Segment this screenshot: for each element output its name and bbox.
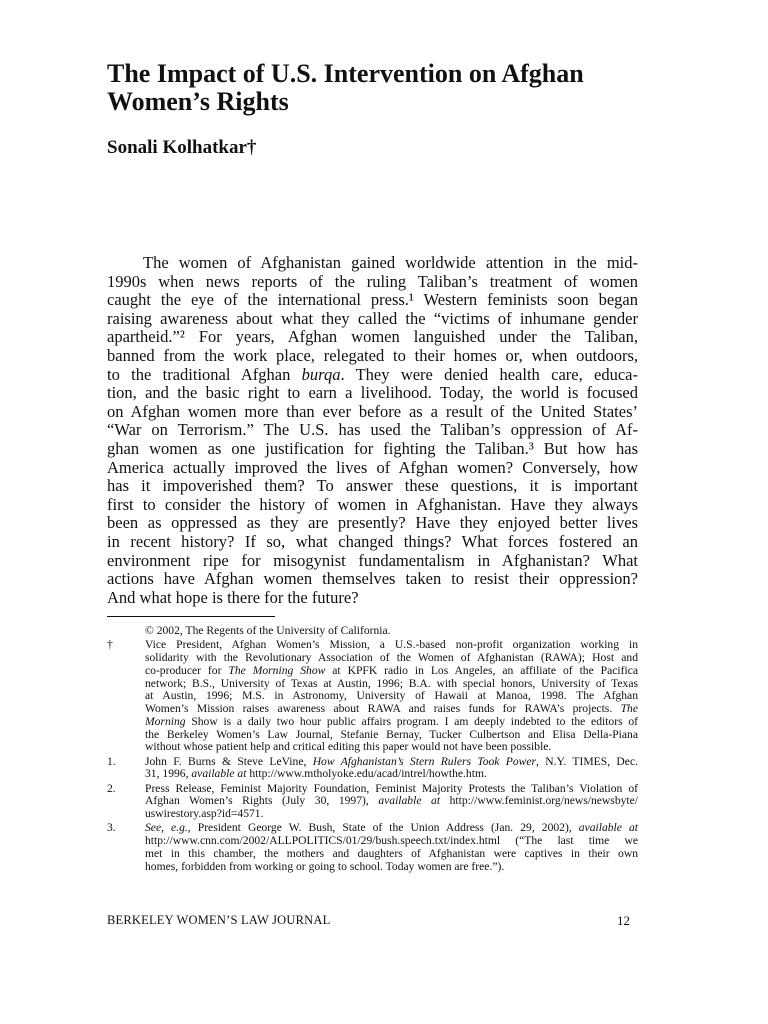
footer-page-number: 12 (617, 913, 630, 928)
footnote (107, 783, 638, 821)
body-line: ghan women as one justification for fighting the Taliban.³ But how has (107, 438, 638, 458)
body-line: The women of Afghanistan gained worldwide attention in the mid- (143, 253, 638, 272)
body-paragraph (107, 254, 638, 607)
body-line: has it impoverished them? To answer these questions, it is important (107, 476, 638, 496)
footnote-line: © 2002, The Regents of the University of California. (145, 624, 391, 637)
article-title (107, 60, 667, 116)
footnote-marker: † (107, 638, 113, 652)
body-line: banned from the work place, relegated to their homes or, when outdoors, (107, 345, 638, 365)
footnote (107, 822, 638, 873)
footnote-line: at Austin, 1996; M.S. in Astronomy, University of Hawaii at Manoa, 1998. The Afghan (145, 689, 638, 703)
footnote-line: solidarity with the Revolutionary Association of the Women of Afghanistan (RAWA); Host and (145, 651, 638, 664)
footnote-line: homes, forbidden from working or going to school. Today women are free.”). (145, 859, 505, 873)
footnote-line: network; B.S., University of Texas at Austin, 1996; B.A. with special honors, University of Texas (145, 676, 638, 690)
body-line: And what hope is there for the future? (107, 587, 359, 607)
body-line: apartheid.”² For years, Afghan women languished under the Taliban, (107, 327, 638, 347)
footnote-line: See, e.g., President George W. Bush, State of the Union Address (Jan. 29, 2002), available at (145, 821, 638, 835)
footnote-line: co-producer for The Morning Show at KPFK radio in Los Angeles, an affiliate of the Pacifica (145, 663, 638, 677)
body-line: America actually improved the lives of Afghan women? Conversely, how (107, 457, 638, 477)
body-line: to the traditional Afghan burqa. They were denied health care, educa- (107, 364, 638, 384)
footnote-line: Women’s Mission raises awareness about RAWA and raises funds for RAWA’s projects. The (145, 702, 638, 715)
article-title-line-1: The Impact of U.S. Intervention on Afghan (107, 59, 584, 88)
body-line: tion, and the basic right to earn a livelihood. Today, the world is focused (107, 383, 638, 403)
body-line: first to consider the history of women in Afghanistan. Have they always (107, 494, 638, 514)
footnote (107, 625, 638, 638)
footnote-line: http://www.cnn.com/2002/ALLPOLITICS/01/29/bush.speech.txt/index.html (“The last time we (145, 834, 638, 847)
footnote-separator (107, 616, 275, 617)
footer-journal-name: BERKELEY WOMEN’S LAW JOURNAL (107, 913, 331, 927)
body-line: on Afghan women more than ever before as a result of the United States’ (107, 401, 638, 421)
body-line: “War on Terrorism.” The U.S. has used the Taliban’s oppression of Af- (107, 420, 638, 440)
footnote-line: Vice President, Afghan Women’s Mission, a U.S.-based non-profit organization working in (145, 638, 638, 652)
article-title-line-2: Women’s Rights (107, 87, 289, 116)
footnotes (107, 625, 638, 875)
footnote-line: without whose patient help and critical editing this paper would not have been possible. (145, 740, 552, 754)
body-line: raising awareness about what they called the “victims of inhumane gender (107, 308, 638, 328)
body-line: environment ripe for misogynist fundamentalism in Afghanistan? What (107, 550, 638, 570)
body-line: been as oppressed as they are presently? Have they enjoyed better lives (107, 513, 638, 533)
footnote-line: 31, 1996, available at http://www.mtholyoke.edu/acad/intrel/howthe.htm. (145, 767, 487, 781)
footnote-line: the Berkeley Women’s Law Journal, Stefanie Bernay, Tucker Culbertson and Elisa Della-Piana (145, 727, 638, 741)
footnote (107, 639, 638, 754)
footnote-line: Press Release, Feminist Majority Foundation, Feminist Majority Protests the Taliban’s Violation of (145, 781, 638, 795)
body-line: 1990s when news reports of the ruling Taliban’s treatment of women (107, 271, 638, 291)
body-line: in recent history? If so, what changed things? What forces fostered an (107, 531, 638, 551)
footnote-line: Afghan Women’s Rights (July 30, 1997), available at http://www.feminist.org/news/newsbyte/ (145, 794, 639, 808)
footnote-line: uswirestory.asp?id=4571. (145, 807, 264, 820)
body-line: caught the eye of the international press.¹ Western feminists soon began (107, 290, 638, 310)
footnote-marker: 2. (107, 781, 116, 795)
footnote-marker: 3. (107, 821, 116, 835)
footnote-line: John F. Burns & Steve LeVine, How Afghanistan’s Stern Rulers Took Power, N.Y. TIMES, Dec. (145, 754, 638, 768)
footnote-line: Morning Show is a daily two hour public affairs program. I am deeply indebted to the editors of (145, 714, 638, 728)
body-line: actions have Afghan women themselves taken to resist their oppression? (107, 569, 638, 589)
footnote-marker: 1. (107, 754, 116, 768)
author-name: Sonali Kolhatkar† (107, 137, 257, 158)
footnote (107, 756, 638, 782)
footnote-line: met in this chamber, the mothers and daughters of Afghanistan were captives in their own (145, 846, 638, 860)
